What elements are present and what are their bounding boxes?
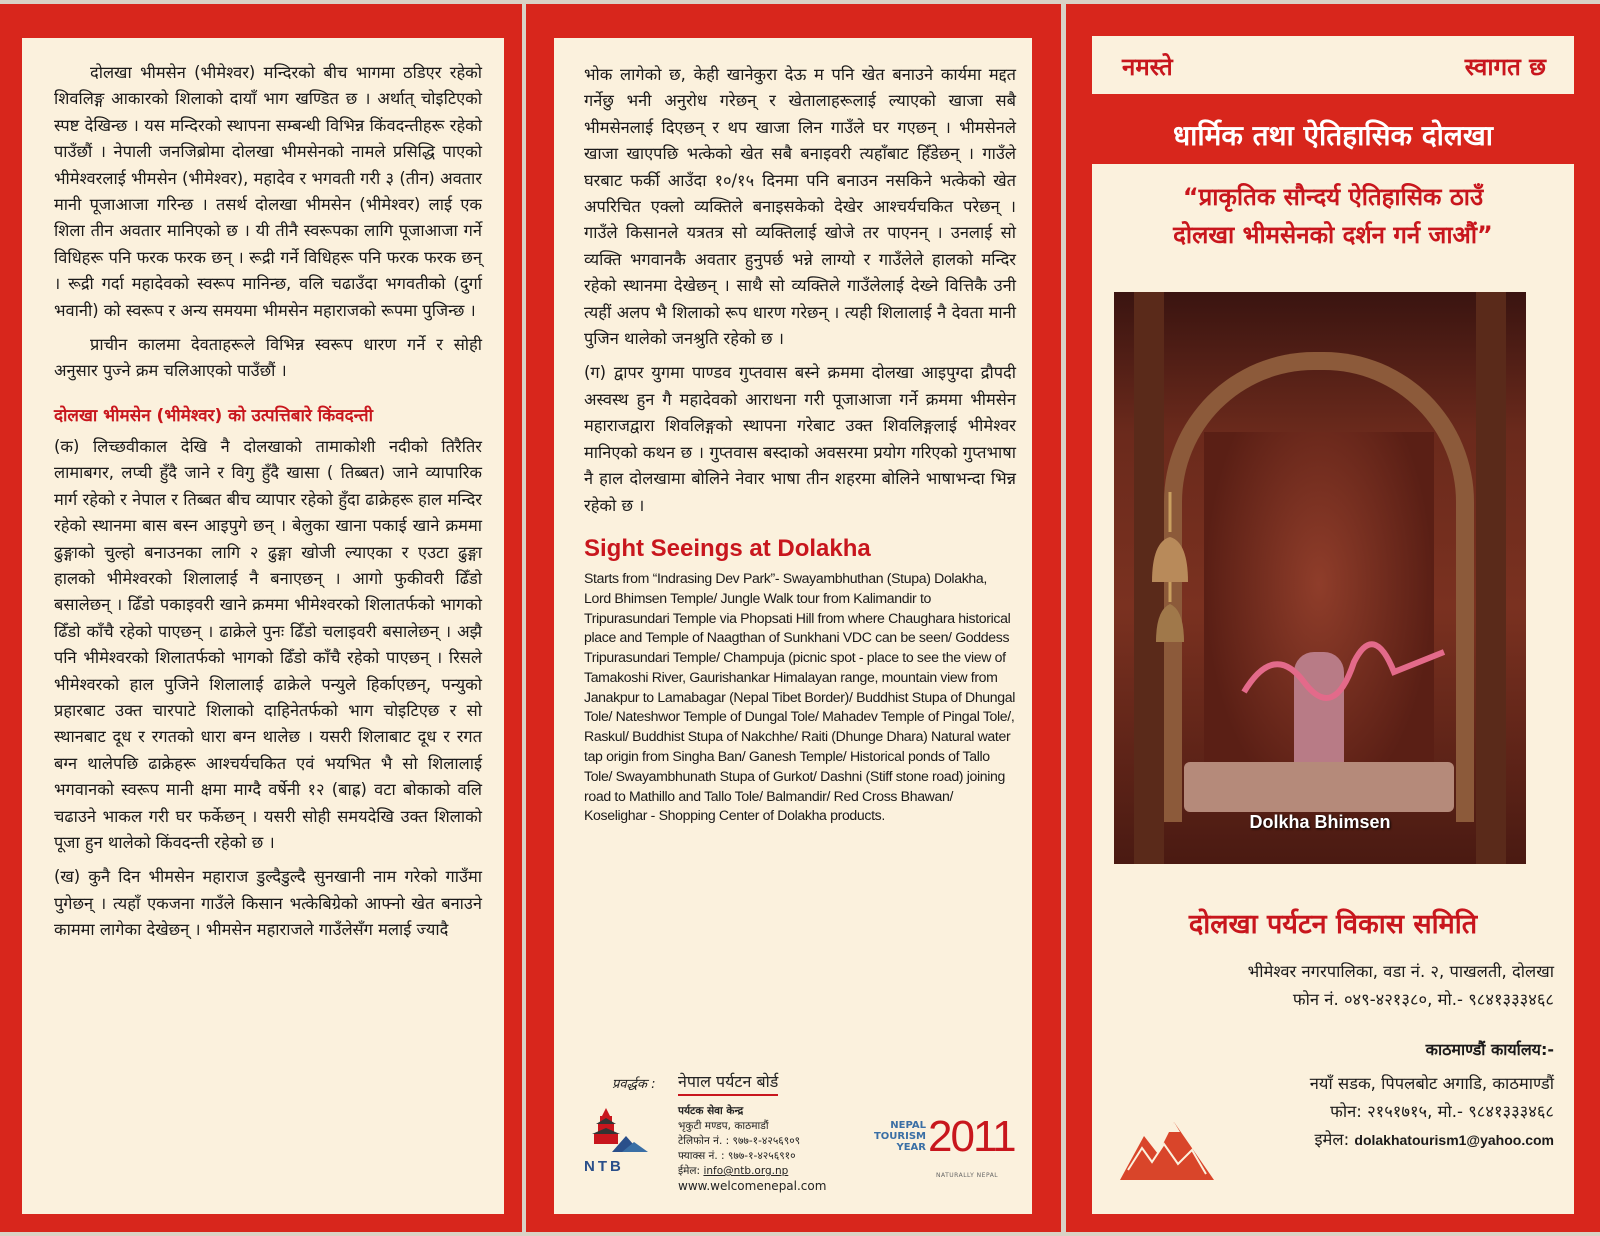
- promoter-line-4: फ्याक्स नं. : ९७७-१-४२५६९१०: [678, 1150, 796, 1162]
- bhimsen-photo: [1114, 292, 1526, 864]
- address-line-1: भीमेश्वर नगरपालिका, वडा नं. २, पाखलती, दोलखा: [1247, 962, 1554, 981]
- promoter-line-3: टेलिफोन नं. : ९७७-१-४२५६९०९: [678, 1135, 801, 1147]
- promoter-email-link[interactable]: info@ntb.org.np: [703, 1165, 789, 1177]
- promoter-email-label: ईमेल:: [678, 1165, 701, 1177]
- promoter-details: [678, 1104, 826, 1194]
- sight-seeing-body: Starts from “Indrasing Dev Park”- Swayambhuthan (Stupa) Dolakha, Lord Bhimsen Temple/ Jungle Walk tour from Kalimandir to Tripurasundari Temple via Phopsati Hill from where Chaughara historical place and Temple of Naagthan of Sunkhani VDC can be seen/ Goddess Tripurasundari Temple/ Champuja (picnic spot - place to see the view of Tamakoshi River, Gaurishankar Himalayan range, mountain view from Janakpur to Lamabagar (Nepal Tibet Border)/ Buddhist Stupa of Dhungal Tole/ Nateshwor Temple of Dungal Tole/ Mahadev Temple of Pingal Tole/, Raskul/ Buddhist Stupa of Nakchhe/ Raiti (Dhunge Dhara) Natural water tap origin from Singha Ban/ Ganesh Temple/ Historical ponds of Tallo Tole/ Swayambhunath Stupa of Gurkot/ Dashni (Stiff stone road) joining road to Mathillo and Tallo Tole/ Balmandir/ Red Cross Bhawan/ Koselighar - Shopping Center of Dolakha products.: [584, 569, 1016, 824]
- promoter-line-2: भृकुटी मण्डप, काठमाडौं: [678, 1120, 769, 1132]
- promoter-box: [582, 1070, 1015, 1200]
- greeting-banner: [1092, 36, 1574, 94]
- promoter-line-1: पर्यटक सेवा केन्द्र: [678, 1105, 744, 1117]
- nepal-tourism-year-logo: [870, 1112, 1015, 1182]
- promoter-org: नेपाल पर्यटन बोर्ड: [678, 1070, 778, 1096]
- ktm-line-1: नयाँ सडक, पिपलबोट अगाडि, काठमाण्डौं: [1309, 1074, 1554, 1093]
- serpent-icon: [1234, 622, 1454, 742]
- promoter-web-link[interactable]: www.welcomenepal.com: [678, 1179, 827, 1193]
- committee-name: दोलखा पर्यटन विकास समिति: [1188, 909, 1478, 940]
- left-paragraph-3: (क) लिच्छवीकाल देखि नै दोलखाको तामाकोशी नदीको तिरैतिर लामाबगर, लप्ची हुँदै जाने र विगु हुँदै खासा ( तिब्बत) जाने व्यापारिक मार्ग रहेको र नेपाल र तिब्बत बीच व्यापार रहेको हुँदा ढाक्रेहरू हाल मन्दिर रहेको स्थानमा बास बस्न आइपुगे छन् । बेलुका खाना पकाई खाने क्रममा ढुङ्गाको चुल्हो बनाउनका लागि २ ढुङ्गा खोजी ल्याएका र एउटा ढुङ्गा हालको भीमेश्वरको शिलालाई नै बनाएछन् । आगो फुकीवरी ढिँडो बसालेछन् । ढिँडो पकाइवरी खाने क्रममा भीमेश्वरको शिलातर्फको भागको ढिँडो काँचै रहेको पाएछन् । ढाक्रेले पुनः ढिँडो चलाइवरी बसालेछन् । अझै पनि भीमेश्वरको शिलातर्फको भागको ढिँडो काँचै रहेको पाएछन् । रिसले भीमेश्वरको हाल पुजिने शिलालाई ढाक्रेले पन्युले हिर्काएछन्, पन्युको प्रहारबाट उक्त चारपाटे शिलाको दाहिनेतर्फको भाग चोइटिएछ र सो स्थानबाट दूध र रगतको धारा बग्न थालेछ । यसरी शिलाबाट दूध र रगत बग्न थालेपछि ढाक्रेहरू आश्चर्यचकित एवं भयभित भै सो शिलालाई भगवानको स्वरूप मानी क्षमा माग्दै वर्षेनी १२ (बाह्र) वटा बोकाको वलि चढाउने भाकल गरी घर फर्केछन् । यसरी सोही समयदेखि उक्त शिलाको पूजा हुन थालेको किंवदन्ती रहेको छ ।: [54, 436, 482, 852]
- right-paper: [1092, 164, 1574, 1214]
- slogan-line-2: दोलखा भीमसेनको दर्शन गर्न जाऔं”: [1173, 221, 1493, 249]
- greeting-right: स्वागत छ: [1464, 53, 1546, 81]
- photo-caption: Dolkha Bhimsen: [1249, 812, 1391, 832]
- nty-tag: NATURALLY NEPAL: [936, 1172, 999, 1179]
- main-title: धार्मिक तथा ऐतिहासिक दोलखा: [1172, 119, 1494, 152]
- ktm-office-title: काठमाण्डौं कार्यालय:-: [1425, 1040, 1554, 1059]
- left-paper: [22, 38, 504, 1214]
- left-panel: [0, 4, 522, 1232]
- address-line-2: फोन नं. ०४९-४२१३८०, मो.- ९८४१३३३४६८: [1292, 990, 1554, 1009]
- ktm-email-link[interactable]: dolakhatourism1@yahoo.com: [1354, 1132, 1554, 1148]
- bell-icon: [1140, 492, 1200, 642]
- left-paragraph-2: प्राचीन कालमा देवताहरूले विभिन्न स्वरूप धारण गर्ने र सोही अनुसार पुज्ने क्रम चलिआएको पाउँछौं ।: [54, 335, 482, 381]
- middle-panel: [526, 4, 1061, 1232]
- photo-base: [1184, 762, 1454, 812]
- slogan: [1102, 178, 1564, 254]
- left-paragraph-1: दोलखा भीमसेन (भीमेश्वर) मन्दिरको बीच भागमा ठडिएर रहेको शिवलिङ्ग आकारको शिलाको दायाँ भाग खण्डित छ । अर्थात् चोइटिएको स्पष्ट देखिन्छ । यस मन्दिरको स्थापना सम्बन्धी विभिन्न किंवदन्तीहरू रहेको पाउँछौं । नेपाली जनजिब्रोमा दोलखा भीमसेनको नामले प्रसिद्धि पाएको भीमेश्वरलाई भीमसेन (भीमेश्वर), महादेव र भगवती गरी ३ (तीन) अवतार मानी पूजाआजा गरिन्छ । तसर्थ दोलखा भीमसेन (भीमेश्वर) लाई एक शिला तीन अवतार मानिएको छ । यी तीनै स्वरूपका लागि पूजाआजा गर्ने विधिहरू पनि फरक फरक छन् । रूद्री गर्ने विधिहरू पनि फरक फरक छन् । रूद्री गर्दा महादेवको स्वरूप मानिन्छ, वलि चढाउँदा भगवतीको (दुर्गा भवानी) को स्वरूप र अन्य समयमा भीमसेन महाराजको रूपमा पुजिन्छ ।: [54, 63, 482, 320]
- middle-paragraph-2: (ग) द्वापर युगमा पाण्डव गुप्तवास बस्ने क्रममा दोलखा आइपुग्दा द्रौपदी अस्वस्थ हुन गै महादेवको आराधना गरी पूजाआजा गर्ने क्रममा भीमसेन महाराजद्वारा शिवलिङ्गको स्थापना गरेबाट उक्त शिवलिङ्गलाई भीमेश्वर मानिएको कथन छ । गुप्तवास बस्दाको अवसरमा प्रयोग गरिएको गुप्तभाषा नै हाल दोलखामा बोलिने नेवार भाषा तीन शहरमा बोलिने भाषाभन्दा भिन्न रहेको छ ।: [584, 363, 1016, 515]
- dolakha-address: [1094, 958, 1554, 1014]
- ntb-logo-text: NTB: [584, 1158, 624, 1175]
- promoter-label: प्रवर्द्धक :: [612, 1077, 656, 1092]
- sight-seeing-heading: Sight Seeings at Dolakha: [584, 534, 871, 562]
- promoter-email-row: [678, 1164, 826, 1179]
- ntb-logo-icon: [582, 1106, 652, 1186]
- nty-text: NEPAL TOURISM YEAR: [873, 1120, 926, 1153]
- left-paragraph-4: (ख) कुनै दिन भीमसेन महाराज डुल्दैडुल्दै सुनखानी नाम गरेको गाउँमा पुगेछन् । त्यहाँ एकजना गाउँले किसान भत्केबिग्रेको आफ्नो खेत बनाउने काममा लागेका देखेछन् । भीमसेन महाराजले गाउँलेसँग मलाई ज्यादै: [54, 867, 482, 940]
- slogan-line-1: “प्राकृतिक सौन्दर्य ऐतिहासिक ठाउँ: [1182, 183, 1484, 211]
- mountain-icon: [1118, 1114, 1216, 1184]
- right-panel: [1066, 4, 1600, 1232]
- greeting-left: नमस्ते: [1122, 53, 1173, 81]
- photo-pillar-right: [1476, 292, 1506, 864]
- legend-heading: दोलखा भीमसेन (भीमेश्वर) को उत्पत्तिबारे किंवदन्ती: [54, 405, 373, 426]
- nty-year: 2011: [928, 1112, 1015, 1161]
- middle-paragraph-1: भोक लागेको छ, केही खानेकुरा देऊ म पनि खेत बनाउने कार्यमा मद्दत गर्नेछु भनी अनुरोध गरेछन् र खेतालाहरूलाई ल्याएको खाजा सबै भीमसेनलाई दिएछन् र थप खाजा लिन गाउँले घर गएछन् । भीमसेनले खाजा खाएपछि भत्केको खेत सबै बनाइवरी त्यहाँबाट हिँडेछन् । गाउँले घरबाट फर्की आउँदा १०/१५ दिनमा पनि बनाउन नसकिने भत्केको खेत अपरिचित एक्लो व्यक्तिले बनाइसकेको देखेर आश्चर्यचकित परेछन् । गाउँले किसानले यत्रतत्र सो व्यक्तिलाई खोजे तर पाएनन् । उनलाई सो व्यक्ति भगवानकै अवतार हुनुपर्छ भन्ने लाग्यो र गाउँलेले हालको मन्दिर रहेको स्थानमा देखेछन् । साथै सो व्यक्तिले गाउँलेलाई देख्ने वित्तिकै उनी त्यहीं अलप भै शिलाको रूप धारण गरेछन् । त्यही शिलालाई नै देवता मानी पुजिन थालेको जनश्रुति रहेको छ ।: [584, 65, 1016, 349]
- ktm-email-label: इमेल:: [1314, 1130, 1350, 1149]
- middle-paper: [554, 38, 1032, 1214]
- ktm-line-2: फोन: २१५१७१५, मो.- ९८४१३३३४६८: [1330, 1102, 1554, 1121]
